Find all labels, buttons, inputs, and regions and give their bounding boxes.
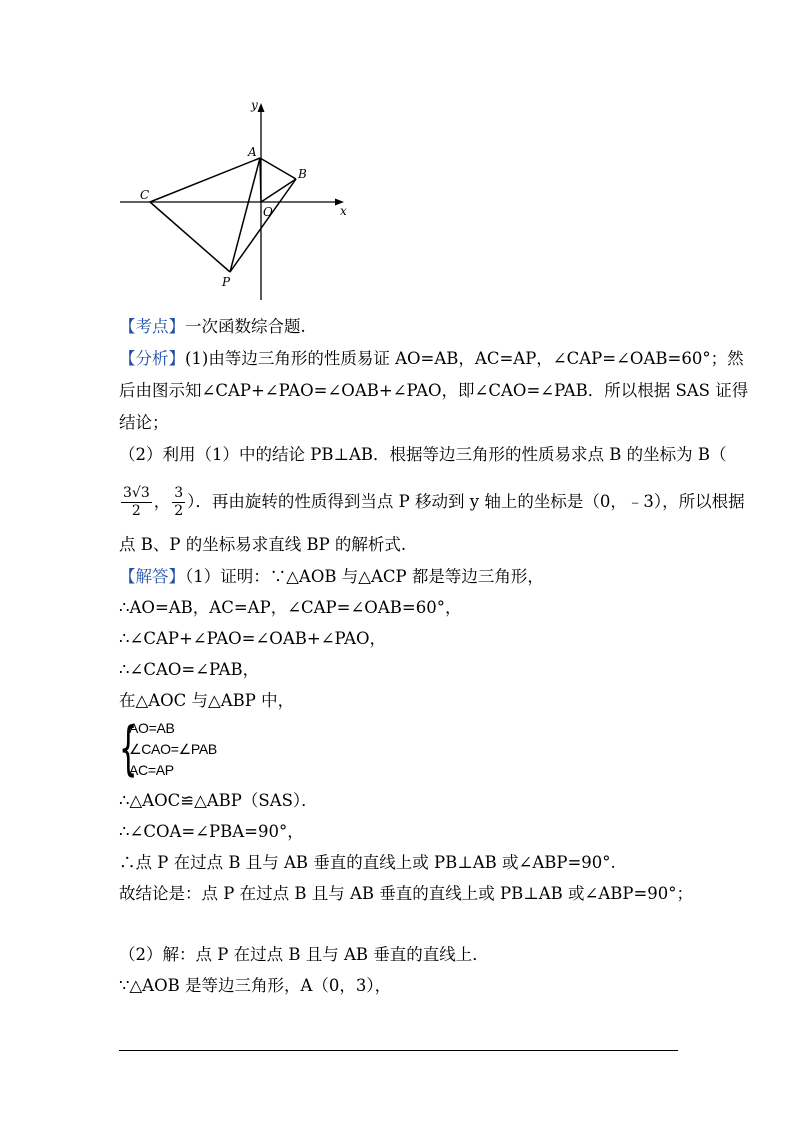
fraction-3-over-2 xyxy=(172,485,185,520)
jieda-line-3: ∴∠CAP+∠PAO=∠OAB+∠PAO， xyxy=(119,629,387,648)
equation-row-3: AC=AP xyxy=(129,762,174,778)
segment-CP xyxy=(150,202,230,272)
fenxi-line-4: （2）利用（1）中的结论 PB⊥AB．根据等边三角形的性质易求点 B 的坐标为 B（ xyxy=(119,445,727,464)
jieda-line-4: ∴∠CAO=∠PAB， xyxy=(119,660,260,679)
segment-BP xyxy=(230,179,296,272)
fenxi-text-5: ）．再由旋转的性质得到当点 P 移动到 y 轴上的坐标是（0，﹣3），所以根据 xyxy=(187,492,745,511)
fraction-denominator: 2 xyxy=(174,503,184,519)
fraction-3root3-over-2 xyxy=(121,485,152,520)
fenxi-text-1: (1)由等边三角形的性质易证 AO=AB，AC=AP，∠CAP=∠OAB=60°；然 xyxy=(185,349,744,368)
jieda-text-1: （1）证明：∵△AOB 与△ACP 都是等边三角形， xyxy=(185,567,544,586)
fenxi-line-6: 点 B、P 的坐标易求直线 BP 的解析式. xyxy=(119,535,407,554)
segment-AO xyxy=(260,158,261,202)
jieda-line-10: （2）解：点 P 在过点 B 且与 AB 垂直的直线上． xyxy=(119,945,489,964)
fenxi-line-1 xyxy=(119,348,744,370)
jieda-line-7: ∴∠COA=∠PBA=90°， xyxy=(119,822,304,841)
jieda-line-6: ∴△AOC≌△ABP（SAS）． xyxy=(119,791,318,810)
segment-AB xyxy=(260,158,296,179)
kaodian-line xyxy=(119,316,306,338)
label-y: y xyxy=(251,98,258,112)
fraction-numerator: 3√3 xyxy=(123,485,150,501)
segment-AP xyxy=(230,158,260,272)
kaodian-text: 一次函数综合题. xyxy=(185,317,306,336)
fenxi-line-3: 结论； xyxy=(119,413,169,432)
equation-row-1: AO=AB xyxy=(129,720,175,736)
kaodian-tag: 【考点】 xyxy=(119,317,185,336)
y-axis-arrow-icon xyxy=(258,103,265,112)
equation-row-2: ∠CAO=∠PAB xyxy=(129,741,217,757)
equation-system xyxy=(119,714,239,782)
label-C: C xyxy=(140,188,150,202)
fenxi-line-2: 后由图示知∠CAP+∠PAO=∠OAB+∠PAO，即∠CAO=∠PAB．所以根据 SAS 证得 xyxy=(119,381,749,400)
fenxi-tag: 【分析】 xyxy=(119,349,185,368)
jieda-line-5: 在△AOC 与△ABP 中， xyxy=(119,691,295,710)
jieda-line-11: ∵△AOB 是等边三角形，A（0，3）， xyxy=(119,976,392,995)
label-P: P xyxy=(222,275,231,289)
geometry-figure xyxy=(118,95,358,305)
label-A: A xyxy=(248,145,257,159)
jieda-line-8: ∴点 P 在过点 B 且与 AB 垂直的直线上或 PB⊥AB 或∠ABP=90°. xyxy=(119,853,616,872)
fraction-numerator: 3 xyxy=(174,485,184,501)
fenxi-line-5 xyxy=(119,482,745,522)
label-O: O xyxy=(263,205,273,219)
brace-icon: { xyxy=(119,714,138,782)
jieda-line-9: 故结论是：点 P 在过点 B 且与 AB 垂直的直线上或 PB⊥AB 或∠ABP=90°； xyxy=(119,884,694,903)
jieda-tag: 【解答】 xyxy=(119,567,185,586)
segment-OB xyxy=(261,179,296,202)
segment-CA xyxy=(150,158,260,202)
footer-rule xyxy=(119,1050,678,1051)
jieda-line-2: ∴AO=AB，AC=AP，∠CAP=∠OAB=60°， xyxy=(119,598,462,617)
fraction-comma: ， xyxy=(153,492,171,511)
label-x: x xyxy=(340,204,347,218)
fraction-denominator: 2 xyxy=(131,503,141,519)
jieda-line-1 xyxy=(119,566,544,588)
label-B: B xyxy=(298,167,307,181)
